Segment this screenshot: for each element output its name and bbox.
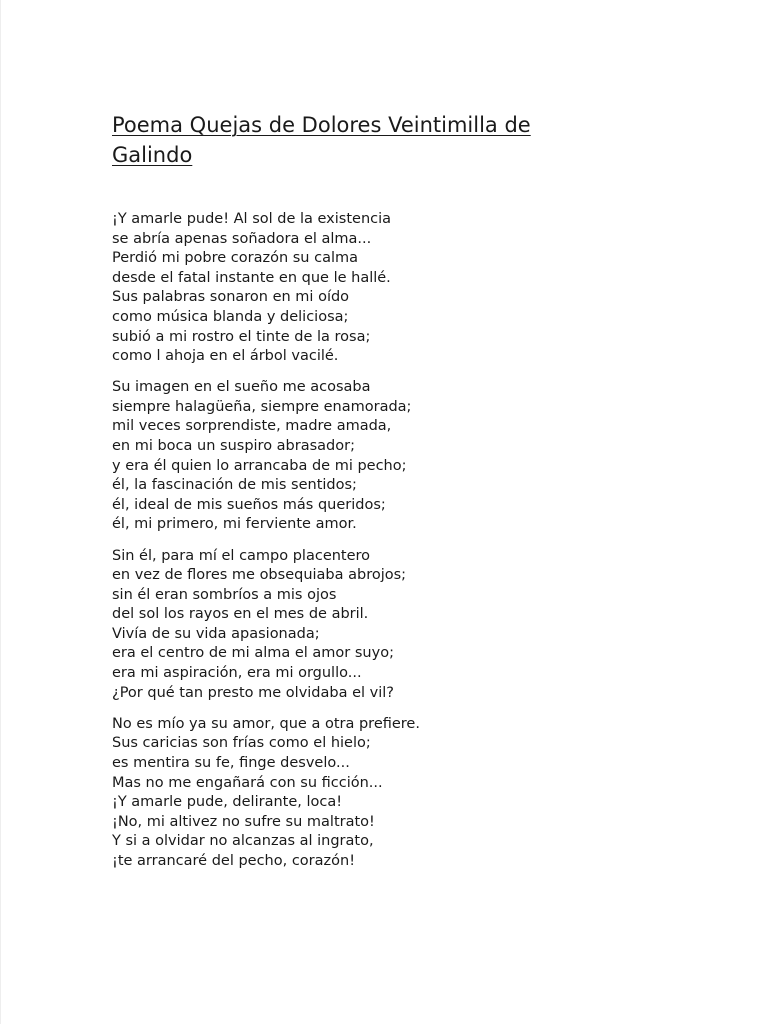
- verse-line: él, mi primero, mi ferviente amor.: [112, 516, 357, 533]
- verse-line: Sus caricias son frías como el hielo;: [112, 735, 371, 752]
- verse-line: y era él quien lo arrancaba de mi pecho;: [112, 457, 407, 474]
- verse-line: en vez de flores me obsequiaba abrojos;: [112, 567, 407, 584]
- verse-line: como música blanda y deliciosa;: [112, 308, 349, 325]
- verse-line: siempre halagüeña, siempre enamorada;: [112, 398, 412, 415]
- poem-body: [112, 210, 672, 883]
- verse-line: en mi boca un suspiro abrasador;: [112, 438, 355, 455]
- verse-line: Perdió mi pobre corazón su calma: [112, 250, 359, 267]
- verse-line: es mentira su fe, finge desvelo...: [112, 754, 350, 771]
- verse-line: él, ideal de mis sueños más queridos;: [112, 496, 386, 513]
- verse-line: sin él eran sombríos a mis ojos: [112, 586, 337, 603]
- verse-line: del sol los rayos en el mes de abril.: [112, 606, 369, 623]
- verse-line: Vivía de su vida apasionada;: [112, 625, 320, 642]
- verse-line: subió a mi rostro el tinte de la rosa;: [112, 328, 371, 345]
- verse-line: él, la fascinación de mis sentidos;: [112, 477, 357, 494]
- verse-line: ¿Por qué tan presto me olvidaba el vil?: [112, 684, 394, 701]
- verse-line: ¡te arrancaré del pecho, corazón!: [112, 852, 356, 869]
- verse-line: era el centro de mi alma el amor suyo;: [112, 645, 394, 662]
- verse-line: Sus palabras sonaron en mi oído: [112, 289, 350, 306]
- title-line: Galindo: [112, 143, 193, 167]
- verse-line: Sin él, para mí el campo placentero: [112, 547, 371, 564]
- stanza-3: [112, 547, 672, 704]
- stanza-4: [112, 715, 672, 872]
- verse-line: ¡Y amarle pude! Al sol de la existencia: [112, 211, 392, 227]
- verse-line: ¡Y amarle pude, delirante, loca!: [112, 794, 343, 811]
- verse-line: Y si a olvidar no alcanzas al ingrato,: [112, 833, 374, 850]
- verse-line: desde el fatal instante en que le hallé.: [112, 269, 391, 286]
- verse-line: se abría apenas soñadora el alma...: [112, 230, 372, 247]
- document-title: [112, 110, 612, 170]
- verse-line: Su imagen en el sueño me acosaba: [112, 379, 371, 396]
- verse-line: No es mío ya su amor, que a otra prefiere.: [112, 715, 420, 732]
- stanza-2: [112, 378, 672, 535]
- title-line: Poema Quejas de Dolores Veintimilla de: [112, 113, 531, 137]
- verse-line: mil veces sorprendiste, madre amada,: [112, 418, 392, 435]
- verse-line: ¡No, mi altivez no sufre su maltrato!: [112, 813, 375, 830]
- stanza-1: [112, 210, 672, 367]
- verse-line: era mi aspiración, era mi orgullo...: [112, 665, 362, 682]
- verse-line: Mas no me engañará con su ficción...: [112, 774, 383, 791]
- verse-line: como l ahoja en el árbol vacilé.: [112, 348, 339, 365]
